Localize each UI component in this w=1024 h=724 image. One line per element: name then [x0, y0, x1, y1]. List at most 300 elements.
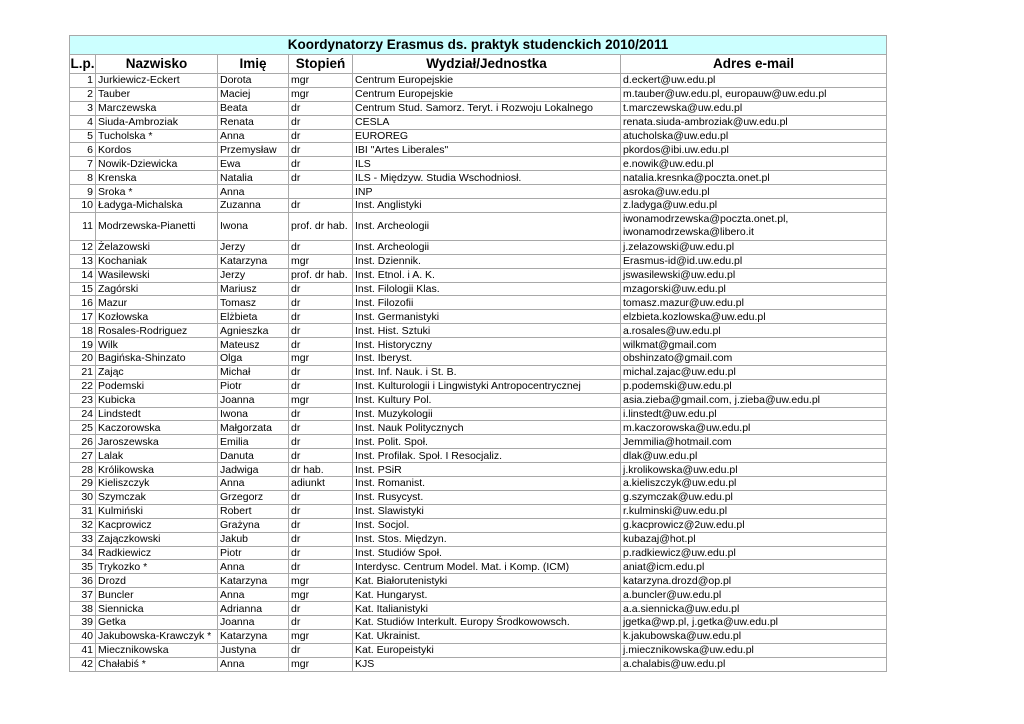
- cell-stopien: [289, 185, 353, 199]
- cell-email: e.nowik@uw.edu.pl: [621, 157, 887, 171]
- cell-stopien: dr: [289, 101, 353, 115]
- cell-nazwisko: Miecznikowska: [96, 643, 218, 657]
- cell-email: m.tauber@uw.edu.pl, europauw@uw.edu.pl: [621, 87, 887, 101]
- cell-jednostka: Centrum Europejskie: [353, 74, 621, 88]
- table-row: [70, 449, 887, 463]
- cell-email: Jemmilia@hotmail.com: [621, 435, 887, 449]
- row-number: 4: [70, 115, 96, 129]
- cell-stopien: dr: [289, 129, 353, 143]
- cell-imie: Anna: [218, 129, 289, 143]
- cell-nazwisko: Jakubowska-Krawczyk *: [96, 629, 218, 643]
- header-row: [70, 55, 887, 74]
- cell-email: a.buncler@uw.edu.pl: [621, 588, 887, 602]
- cell-stopien: dr: [289, 379, 353, 393]
- cell-stopien: prof. dr hab.: [289, 268, 353, 282]
- cell-jednostka: CESLA: [353, 115, 621, 129]
- row-number: 2: [70, 87, 96, 101]
- header-jednostka: Wydział/Jednostka: [353, 55, 621, 74]
- cell-jednostka: EUROREG: [353, 129, 621, 143]
- cell-stopien: dr: [289, 310, 353, 324]
- cell-jednostka: Inst. Etnol. i A. K.: [353, 268, 621, 282]
- cell-email: tomasz.mazur@uw.edu.pl: [621, 296, 887, 310]
- table-row: [70, 643, 887, 657]
- cell-stopien: dr: [289, 407, 353, 421]
- cell-jednostka: Kat. Ukrainist.: [353, 629, 621, 643]
- cell-imie: Anna: [218, 185, 289, 199]
- cell-nazwisko: Rosales-Rodriguez: [96, 324, 218, 338]
- cell-imie: Jerzy: [218, 240, 289, 254]
- cell-imie: Mariusz: [218, 282, 289, 296]
- cell-email: natalia.kresnka@poczta.onet.pl: [621, 171, 887, 185]
- table-row: [70, 352, 887, 366]
- cell-nazwisko: Marczewska: [96, 101, 218, 115]
- cell-stopien: dr: [289, 324, 353, 338]
- cell-email: mzagorski@uw.edu.pl: [621, 282, 887, 296]
- cell-stopien: dr: [289, 615, 353, 629]
- table-row: [70, 518, 887, 532]
- cell-stopien: dr: [289, 282, 353, 296]
- cell-imie: Katarzyna: [218, 629, 289, 643]
- cell-jednostka: Interdysc. Centrum Model. Mat. i Komp. (ICM): [353, 560, 621, 574]
- row-number: 42: [70, 657, 96, 671]
- cell-nazwisko: Lalak: [96, 449, 218, 463]
- row-number: 12: [70, 240, 96, 254]
- table-row: [70, 574, 887, 588]
- table-row: [70, 532, 887, 546]
- cell-nazwisko: Radkiewicz: [96, 546, 218, 560]
- cell-nazwisko: Zajączkowski: [96, 532, 218, 546]
- cell-nazwisko: Zając: [96, 365, 218, 379]
- cell-stopien: mgr: [289, 87, 353, 101]
- cell-stopien: dr: [289, 421, 353, 435]
- cell-stopien: dr: [289, 199, 353, 213]
- cell-nazwisko: Szymczak: [96, 490, 218, 504]
- cell-stopien: dr: [289, 143, 353, 157]
- cell-nazwisko: Podemski: [96, 379, 218, 393]
- table-row: [70, 629, 887, 643]
- cell-stopien: dr: [289, 338, 353, 352]
- table-row: [70, 324, 887, 338]
- cell-jednostka: Inst. Polit. Społ.: [353, 435, 621, 449]
- cell-imie: Beata: [218, 101, 289, 115]
- cell-nazwisko: Kacprowicz: [96, 518, 218, 532]
- cell-imie: Danuta: [218, 449, 289, 463]
- row-number: 40: [70, 629, 96, 643]
- row-number: 36: [70, 574, 96, 588]
- cell-jednostka: Centrum Stud. Samorz. Teryt. i Rozwoju Lokalnego: [353, 101, 621, 115]
- cell-stopien: dr: [289, 157, 353, 171]
- row-number: 27: [70, 449, 96, 463]
- header-email: Adres e-mail: [621, 55, 887, 74]
- cell-email: Erasmus-id@id.uw.edu.pl: [621, 254, 887, 268]
- cell-jednostka: Inst. Socjol.: [353, 518, 621, 532]
- cell-stopien: dr: [289, 532, 353, 546]
- cell-jednostka: Kat. Białorutenistyki: [353, 574, 621, 588]
- cell-nazwisko: Getka: [96, 615, 218, 629]
- cell-imie: Maciej: [218, 87, 289, 101]
- coordinators-table: [69, 35, 887, 672]
- cell-email: a.a.siennicka@uw.edu.pl: [621, 602, 887, 616]
- cell-stopien: dr: [289, 518, 353, 532]
- cell-stopien: dr: [289, 643, 353, 657]
- cell-stopien: mgr: [289, 352, 353, 366]
- row-number: 10: [70, 199, 96, 213]
- cell-stopien: prof. dr hab.: [289, 212, 353, 240]
- cell-jednostka: Inst. Profilak. Społ. I Resocjaliz.: [353, 449, 621, 463]
- row-number: 39: [70, 615, 96, 629]
- table-row: [70, 588, 887, 602]
- cell-nazwisko: Zagórski: [96, 282, 218, 296]
- cell-email: j.miecznikowska@uw.edu.pl: [621, 643, 887, 657]
- cell-jednostka: Inst. Germanistyki: [353, 310, 621, 324]
- cell-nazwisko: Żelazowski: [96, 240, 218, 254]
- table-row: [70, 560, 887, 574]
- cell-imie: Elżbieta: [218, 310, 289, 324]
- table-row: [70, 602, 887, 616]
- row-number: 13: [70, 254, 96, 268]
- cell-imie: Dorota: [218, 74, 289, 88]
- cell-email: p.radkiewicz@uw.edu.pl: [621, 546, 887, 560]
- cell-imie: Robert: [218, 504, 289, 518]
- cell-jednostka: Inst. Slawistyki: [353, 504, 621, 518]
- cell-email: renata.siuda-ambroziak@uw.edu.pl: [621, 115, 887, 129]
- cell-imie: Jadwiga: [218, 463, 289, 477]
- cell-stopien: mgr: [289, 393, 353, 407]
- cell-stopien: dr: [289, 365, 353, 379]
- cell-jednostka: Kat. Europeistyki: [353, 643, 621, 657]
- cell-imie: Emilia: [218, 435, 289, 449]
- cell-nazwisko: Siennicka: [96, 602, 218, 616]
- row-number: 14: [70, 268, 96, 282]
- cell-jednostka: KJS: [353, 657, 621, 671]
- cell-stopien: dr hab.: [289, 463, 353, 477]
- cell-imie: Anna: [218, 657, 289, 671]
- cell-email: jgetka@wp.pl, j.getka@uw.edu.pl: [621, 615, 887, 629]
- cell-imie: Anna: [218, 588, 289, 602]
- cell-stopien: dr: [289, 504, 353, 518]
- cell-stopien: dr: [289, 546, 353, 560]
- cell-nazwisko: Siuda-Ambroziak: [96, 115, 218, 129]
- row-number: 20: [70, 352, 96, 366]
- cell-jednostka: Inst. Stos. Międzyn.: [353, 532, 621, 546]
- table-row: [70, 657, 887, 671]
- cell-email: pkordos@ibi.uw.edu.pl: [621, 143, 887, 157]
- cell-nazwisko: Kozłowska: [96, 310, 218, 324]
- row-number: 15: [70, 282, 96, 296]
- row-number: 8: [70, 171, 96, 185]
- cell-nazwisko: Kieliszczyk: [96, 477, 218, 491]
- cell-jednostka: Inst. Muzykologii: [353, 407, 621, 421]
- cell-nazwisko: Kubicka: [96, 393, 218, 407]
- table-row: [70, 435, 887, 449]
- row-number: 3: [70, 101, 96, 115]
- cell-email: michal.zajac@uw.edu.pl: [621, 365, 887, 379]
- table-row: [70, 282, 887, 296]
- cell-nazwisko: Tauber: [96, 87, 218, 101]
- cell-stopien: mgr: [289, 588, 353, 602]
- cell-email: aniat@icm.edu.pl: [621, 560, 887, 574]
- cell-nazwisko: Kochaniak: [96, 254, 218, 268]
- cell-nazwisko: Bagińska-Shinzato: [96, 352, 218, 366]
- table-row: [70, 129, 887, 143]
- cell-jednostka: Inst. Filozofii: [353, 296, 621, 310]
- row-number: 33: [70, 532, 96, 546]
- cell-email: wilkmat@gmail.com: [621, 338, 887, 352]
- table-row: [70, 87, 887, 101]
- row-number: 29: [70, 477, 96, 491]
- header-stopien: Stopień: [289, 55, 353, 74]
- row-number: 18: [70, 324, 96, 338]
- header-imie: Imię: [218, 55, 289, 74]
- table-row: [70, 157, 887, 171]
- cell-jednostka: Kat. Hungaryst.: [353, 588, 621, 602]
- cell-nazwisko: Modrzewska-Pianetti: [96, 212, 218, 240]
- table-row: [70, 504, 887, 518]
- cell-email: k.jakubowska@uw.edu.pl: [621, 629, 887, 643]
- cell-email: g.szymczak@uw.edu.pl: [621, 490, 887, 504]
- row-number: 35: [70, 560, 96, 574]
- cell-jednostka: Centrum Europejskie: [353, 87, 621, 101]
- cell-imie: Jakub: [218, 532, 289, 546]
- cell-stopien: dr: [289, 171, 353, 185]
- table-row: [70, 240, 887, 254]
- cell-email: katarzyna.drozd@op.pl: [621, 574, 887, 588]
- cell-email: i.linstedt@uw.edu.pl: [621, 407, 887, 421]
- cell-imie: Grażyna: [218, 518, 289, 532]
- row-number: 16: [70, 296, 96, 310]
- cell-imie: Grzegorz: [218, 490, 289, 504]
- cell-jednostka: Inst. Archeologii: [353, 212, 621, 240]
- cell-email: elzbieta.kozlowska@uw.edu.pl: [621, 310, 887, 324]
- row-number: 19: [70, 338, 96, 352]
- cell-stopien: dr: [289, 115, 353, 129]
- table-row: [70, 379, 887, 393]
- cell-imie: Natalia: [218, 171, 289, 185]
- cell-imie: Piotr: [218, 379, 289, 393]
- cell-nazwisko: Tucholska *: [96, 129, 218, 143]
- cell-nazwisko: Kaczorowska: [96, 421, 218, 435]
- cell-imie: Małgorzata: [218, 421, 289, 435]
- table-row: [70, 268, 887, 282]
- table-row: [70, 421, 887, 435]
- row-number: 25: [70, 421, 96, 435]
- cell-imie: Joanna: [218, 393, 289, 407]
- cell-stopien: mgr: [289, 254, 353, 268]
- cell-imie: Mateusz: [218, 338, 289, 352]
- row-number: 7: [70, 157, 96, 171]
- cell-email: a.rosales@uw.edu.pl: [621, 324, 887, 338]
- cell-imie: Adrianna: [218, 602, 289, 616]
- table-title: Koordynatorzy Erasmus ds. praktyk studenckich 2010/2011: [70, 36, 887, 55]
- cell-imie: Jerzy: [218, 268, 289, 282]
- cell-jednostka: Inst. Kulturologii i Lingwistyki Antropocentrycznej: [353, 379, 621, 393]
- cell-jednostka: Inst. Kultury Pol.: [353, 393, 621, 407]
- cell-stopien: dr: [289, 490, 353, 504]
- cell-stopien: dr: [289, 296, 353, 310]
- cell-email: z.ladyga@uw.edu.pl: [621, 199, 887, 213]
- cell-email: [621, 212, 887, 240]
- cell-nazwisko: Buncler: [96, 588, 218, 602]
- row-number: 28: [70, 463, 96, 477]
- cell-imie: Anna: [218, 560, 289, 574]
- cell-nazwisko: Chałabiś *: [96, 657, 218, 671]
- row-number: 30: [70, 490, 96, 504]
- cell-imie: Tomasz: [218, 296, 289, 310]
- cell-jednostka: Inst. Archeologii: [353, 240, 621, 254]
- cell-imie: Renata: [218, 115, 289, 129]
- cell-jednostka: Inst. Rusycyst.: [353, 490, 621, 504]
- cell-stopien: dr: [289, 449, 353, 463]
- cell-nazwisko: Jurkiewicz-Eckert: [96, 74, 218, 88]
- header-nazwisko: Nazwisko: [96, 55, 218, 74]
- cell-jednostka: Inst. Dziennik.: [353, 254, 621, 268]
- cell-stopien: mgr: [289, 657, 353, 671]
- cell-stopien: mgr: [289, 74, 353, 88]
- cell-imie: Iwona: [218, 407, 289, 421]
- cell-jednostka: Inst. Hist. Sztuki: [353, 324, 621, 338]
- cell-jednostka: Kat. Studiów Interkult. Europy Środkowowsch.: [353, 615, 621, 629]
- cell-nazwisko: Kulmiński: [96, 504, 218, 518]
- cell-nazwisko: Sroka *: [96, 185, 218, 199]
- table-row: [70, 338, 887, 352]
- table-row: [70, 171, 887, 185]
- cell-email: obshinzato@gmail.com: [621, 352, 887, 366]
- table-row: [70, 185, 887, 199]
- cell-jednostka: INP: [353, 185, 621, 199]
- cell-jednostka: Inst. Iberyst.: [353, 352, 621, 366]
- cell-imie: Iwona: [218, 212, 289, 240]
- row-number: 31: [70, 504, 96, 518]
- cell-email: d.eckert@uw.edu.pl: [621, 74, 887, 88]
- table-row: [70, 310, 887, 324]
- row-number: 34: [70, 546, 96, 560]
- cell-stopien: dr: [289, 435, 353, 449]
- cell-email: p.podemski@uw.edu.pl: [621, 379, 887, 393]
- cell-nazwisko: Lindstedt: [96, 407, 218, 421]
- cell-imie: Katarzyna: [218, 254, 289, 268]
- cell-stopien: dr: [289, 240, 353, 254]
- cell-imie: Ewa: [218, 157, 289, 171]
- cell-nazwisko: Kordos: [96, 143, 218, 157]
- row-number: 6: [70, 143, 96, 157]
- row-number: 37: [70, 588, 96, 602]
- cell-nazwisko: Krenska: [96, 171, 218, 185]
- table-row: [70, 212, 887, 240]
- row-number: 1: [70, 74, 96, 88]
- cell-nazwisko: Wasilewski: [96, 268, 218, 282]
- row-number: 38: [70, 602, 96, 616]
- cell-imie: Agnieszka: [218, 324, 289, 338]
- cell-email: atucholska@uw.edu.pl: [621, 129, 887, 143]
- cell-email: j.zelazowski@uw.edu.pl: [621, 240, 887, 254]
- table-row: [70, 115, 887, 129]
- table-row: [70, 74, 887, 88]
- cell-email: jswasilewski@uw.edu.pl: [621, 268, 887, 282]
- row-number: 24: [70, 407, 96, 421]
- row-number: 26: [70, 435, 96, 449]
- table-row: [70, 199, 887, 213]
- cell-email: a.chalabis@uw.edu.pl: [621, 657, 887, 671]
- cell-jednostka: Inst. Anglistyki: [353, 199, 621, 213]
- cell-email: g.kacprowicz@2uw.edu.pl: [621, 518, 887, 532]
- cell-stopien: mgr: [289, 629, 353, 643]
- table-row: [70, 463, 887, 477]
- cell-email: dlak@uw.edu.pl: [621, 449, 887, 463]
- cell-jednostka: Inst. Filologii Klas.: [353, 282, 621, 296]
- cell-imie: Joanna: [218, 615, 289, 629]
- cell-stopien: dr: [289, 602, 353, 616]
- cell-jednostka: Inst. Romanist.: [353, 477, 621, 491]
- row-number: 17: [70, 310, 96, 324]
- table-row: [70, 615, 887, 629]
- cell-jednostka: ILS: [353, 157, 621, 171]
- cell-stopien: mgr: [289, 574, 353, 588]
- cell-jednostka: Inst. PSiR: [353, 463, 621, 477]
- row-number: 22: [70, 379, 96, 393]
- row-number: 23: [70, 393, 96, 407]
- table-row: [70, 546, 887, 560]
- table-row: [70, 143, 887, 157]
- row-number: 11: [70, 212, 96, 240]
- cell-email: r.kulminski@uw.edu.pl: [621, 504, 887, 518]
- row-number: 41: [70, 643, 96, 657]
- cell-email: t.marczewska@uw.edu.pl: [621, 101, 887, 115]
- cell-imie: Katarzyna: [218, 574, 289, 588]
- cell-imie: Olga: [218, 352, 289, 366]
- table-row: [70, 296, 887, 310]
- row-number: 21: [70, 365, 96, 379]
- cell-nazwisko: Jaroszewska: [96, 435, 218, 449]
- table-row: [70, 101, 887, 115]
- row-number: 5: [70, 129, 96, 143]
- table-row: [70, 407, 887, 421]
- title-row: [70, 36, 887, 55]
- cell-imie: Michał: [218, 365, 289, 379]
- cell-nazwisko: Ładyga-Michalska: [96, 199, 218, 213]
- cell-email: a.kieliszczyk@uw.edu.pl: [621, 477, 887, 491]
- cell-email: m.kaczorowska@uw.edu.pl: [621, 421, 887, 435]
- table-row: [70, 393, 887, 407]
- cell-stopien: adiunkt: [289, 477, 353, 491]
- cell-imie: Zuzanna: [218, 199, 289, 213]
- cell-email: asia.zieba@gmail.com, j.zieba@uw.edu.pl: [621, 393, 887, 407]
- cell-imie: Justyna: [218, 643, 289, 657]
- cell-imie: Piotr: [218, 546, 289, 560]
- cell-email: asroka@uw.edu.pl: [621, 185, 887, 199]
- row-number: 9: [70, 185, 96, 199]
- table-row: [70, 254, 887, 268]
- table-row: [70, 477, 887, 491]
- email-line-1: iwonamodrzewska@poczta.onet.pl,: [623, 213, 789, 226]
- table-row: [70, 365, 887, 379]
- row-number: 32: [70, 518, 96, 532]
- cell-jednostka: Inst. Studiów Społ.: [353, 546, 621, 560]
- cell-nazwisko: Drozd: [96, 574, 218, 588]
- header-lp: L.p.: [70, 55, 96, 74]
- cell-jednostka: ILS - Międzyw. Studia Wschodniosł.: [353, 171, 621, 185]
- cell-email: kubazaj@hot.pl: [621, 532, 887, 546]
- cell-jednostka: Inst. Inf. Nauk. i St. B.: [353, 365, 621, 379]
- cell-nazwisko: Mazur: [96, 296, 218, 310]
- cell-email: j.krolikowska@uw.edu.pl: [621, 463, 887, 477]
- cell-jednostka: IBI "Artes Liberales": [353, 143, 621, 157]
- table-row: [70, 490, 887, 504]
- cell-imie: Przemysław: [218, 143, 289, 157]
- cell-jednostka: Kat. Italianistyki: [353, 602, 621, 616]
- email-line-2: iwonamodrzewska@libero.it: [623, 226, 754, 239]
- cell-stopien: dr: [289, 560, 353, 574]
- cell-nazwisko: Królikowska: [96, 463, 218, 477]
